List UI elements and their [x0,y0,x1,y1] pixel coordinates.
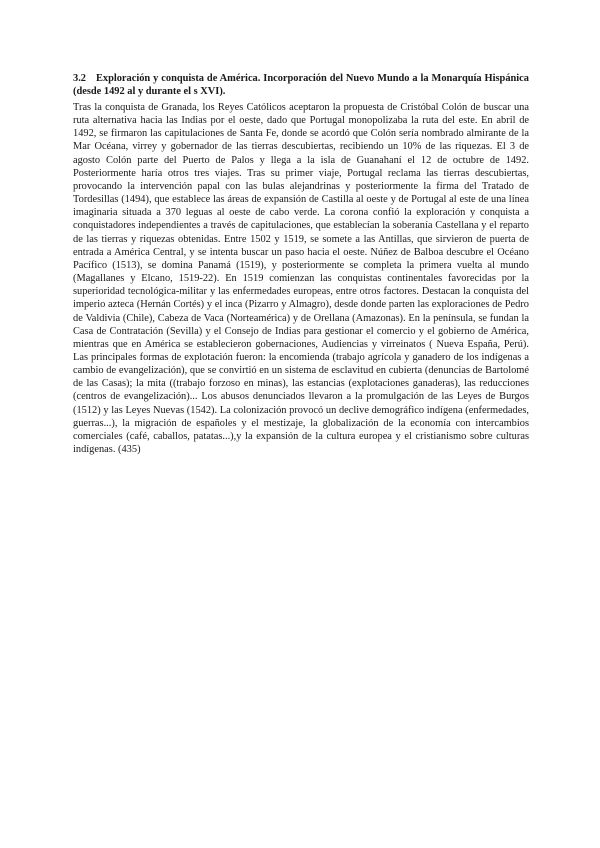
section-title: Exploración y conquista de América. Incorporación del Nuevo Mundo a la Monarquía Hispánica (desde 1492 al y durante el s XVI). [73,73,529,97]
body-paragraph: Tras la conquista de Granada, los Reyes Católicos aceptaron la propuesta de Cristóbal Colón de buscar una ruta alternativa hacia las Indias por el oeste, dado que Portugal monopolizaba la ruta del este. En abril de 1492, se firmaron las capitulaciones de Santa Fe, donde se acordó que Colón sería nombrado almirante de la Mar Océana, virrey y gobernador de las tierras descubiertas, recibiendo un 10% de las riquezas. El 3 de agosto Colón parte del Puerto de Palos y llega a la isla de Guanahaní el 12 de octubre de 1492. Posteriormente haría otros tres viajes. Tras su primer viaje, Portugal reclama las tierras descubiertas, provocando la intervención papal con las bulas alejandrinas y posteriormente la firma del Tratado de Tordesillas (1494), que establece las áreas de expansión de Castilla al oeste y de Portugal al este de una línea imaginaria situada a 370 leguas al oeste de cabo verde. La corona confió la exploración y conquista a conquistadores independientes a través de capitulaciones, que establecían la soberanía Castellana y el reparto de las tierras y riquezas obtenidas. Entre 1502 y 1519, se somete a las Antillas, que sirvieron de puerta de entrada a América Central, y se intenta buscar un paso hacia el oeste. Núñez de Balboa descubre el Océano Pacífico (1513), se domina Panamá (1519), y posteriormente se completa la primera vuelta al mundo (Magallanes y Elcano, 1519-22). En 1519 comienzan las conquistas continentales favorecidas por la superioridad tecnológica-militar y las enfermedades europeas, entre otros factores. Destacan la conquista del imperio azteca (Hernán Cortés) y el inca (Pizarro y Almagro), desde donde parten las exploraciones de Pedro de Valdivia (Chile), Cabeza de Vaca (Norteamérica) y de Orellana (Amazonas). En la península, se fundan la Casa de Contratación (Sevilla) y el Consejo de Indias para gestionar el comercio y el gobierno de América, mientras que en América se establecieron gobernaciones, Audiencias y virreinatos ( Nueva España, Perú). Las principales formas de explotación fueron: la encomienda (trabajo agrícola y ganadero de los indígenas a cambio de evangelización), que se convirtió en un sistema de esclavitud en cubierta (denuncias de Bartolomé de las Casas); la mita ((trabajo forzoso en minas), las estancias (explotaciones ganaderas), las reducciones (centros de evangelización)... Los abusos denunciados llevaron a la promulgación de las Leyes de Burgos (1512) y las Leyes Nuevas (1542). La colonización provocó un declive demográfico indígena (enfermedades, guerras...), la migración de españoles y el mestizaje, la globalización de la economía con intercambios comerciales (café, caballos, patatas...),y la expansión de la cultura europea y el cristianismo sobre culturas indígenas. (435) [73,102,529,456]
section-number: 3.2 [73,73,86,84]
section-heading [73,72,529,98]
document-page [73,72,529,456]
